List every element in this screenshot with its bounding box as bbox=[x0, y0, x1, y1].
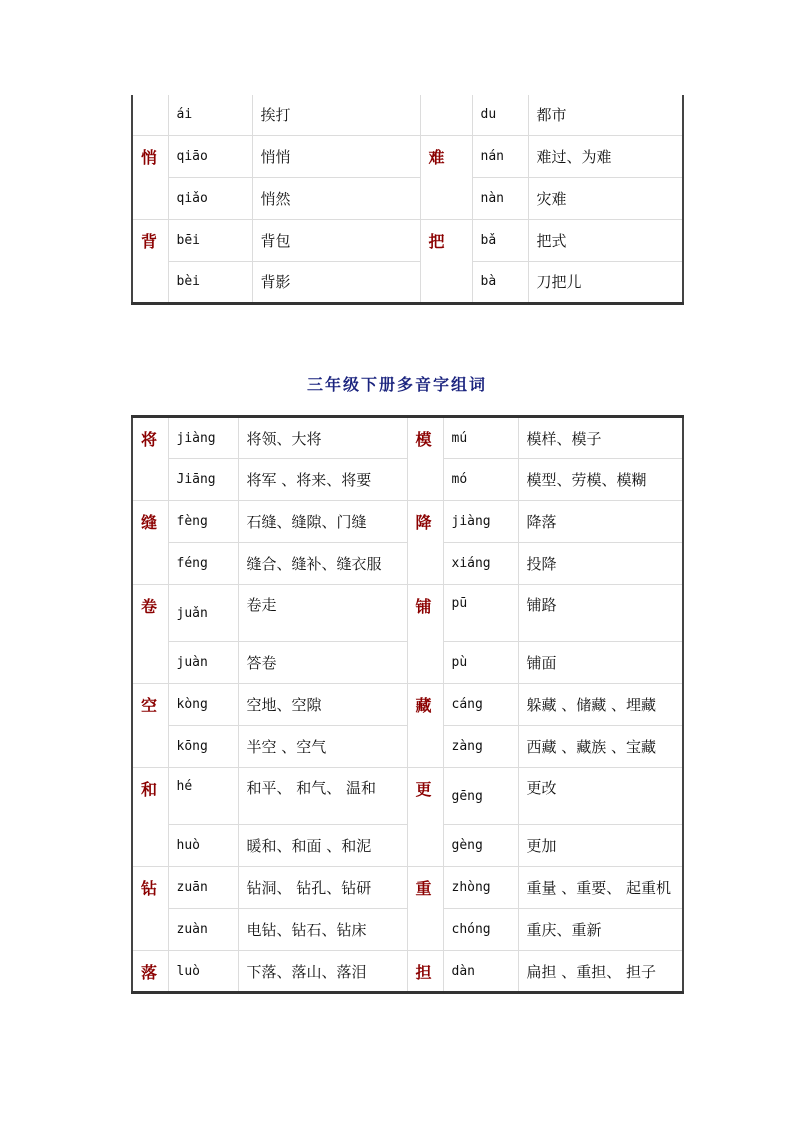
table-row bbox=[132, 768, 683, 825]
char-cell: 更 bbox=[407, 768, 443, 867]
table-row bbox=[132, 501, 683, 543]
pinyin-cell: cáng bbox=[443, 684, 518, 726]
polyphone-table bbox=[131, 415, 684, 994]
pinyin-cell: juǎn bbox=[168, 585, 238, 642]
char-cell: 担 bbox=[407, 951, 443, 993]
table-row bbox=[132, 585, 683, 642]
words-cell: 将领、大将 bbox=[238, 417, 407, 459]
char-cell: 降 bbox=[407, 501, 443, 585]
table-row bbox=[132, 951, 683, 993]
words-cell: 和平、 和气、 温和 bbox=[238, 768, 407, 825]
pinyin-cell: luò bbox=[168, 951, 238, 993]
pinyin-cell: huò bbox=[168, 825, 238, 867]
pinyin-cell: juàn bbox=[168, 642, 238, 684]
pinyin-cell: qiǎo bbox=[168, 177, 252, 219]
char-cell: 背 bbox=[132, 219, 168, 303]
words-cell: 答卷 bbox=[238, 642, 407, 684]
pinyin-cell: dàn bbox=[443, 951, 518, 993]
char-cell: 钻 bbox=[132, 867, 168, 951]
words-cell: 缝合、缝补、缝衣服 bbox=[238, 543, 407, 585]
pinyin-cell: zuān bbox=[168, 867, 238, 909]
pinyin-cell: bēi bbox=[168, 219, 252, 261]
words-cell: 悄然 bbox=[252, 177, 420, 219]
char-cell: 悄 bbox=[132, 135, 168, 219]
table-row bbox=[132, 867, 683, 909]
char-cell: 铺 bbox=[407, 585, 443, 684]
pinyin-cell: kōng bbox=[168, 726, 238, 768]
pinyin-cell: bà bbox=[472, 261, 528, 303]
pinyin-cell: qiāo bbox=[168, 135, 252, 177]
words-cell: 铺路 bbox=[518, 585, 683, 642]
words-cell: 降落 bbox=[518, 501, 683, 543]
char-cell: 卷 bbox=[132, 585, 168, 684]
char-cell bbox=[132, 95, 168, 135]
pinyin-cell: bǎ bbox=[472, 219, 528, 261]
table-row bbox=[132, 261, 683, 303]
char-cell bbox=[420, 95, 472, 135]
table-row bbox=[132, 177, 683, 219]
table-row bbox=[132, 417, 683, 459]
pinyin-cell: pù bbox=[443, 642, 518, 684]
words-cell: 将军 、将来、将要 bbox=[238, 459, 407, 501]
pinyin-cell: chóng bbox=[443, 909, 518, 951]
words-cell: 半空 、空气 bbox=[238, 726, 407, 768]
words-cell: 模型、劳模、模糊 bbox=[518, 459, 683, 501]
words-cell: 重庆、重新 bbox=[518, 909, 683, 951]
pinyin-cell: nàn bbox=[472, 177, 528, 219]
pinyin-cell: jiàng bbox=[168, 417, 238, 459]
pinyin-cell: jiàng bbox=[443, 501, 518, 543]
table-row bbox=[132, 135, 683, 177]
char-cell: 缝 bbox=[132, 501, 168, 585]
pinyin-cell: hé bbox=[168, 768, 238, 825]
char-cell: 模 bbox=[407, 417, 443, 501]
pinyin-cell: ái bbox=[168, 95, 252, 135]
words-cell: 钻洞、 钻孔、钻研 bbox=[238, 867, 407, 909]
pinyin-cell: mú bbox=[443, 417, 518, 459]
pinyin-cell: xiáng bbox=[443, 543, 518, 585]
pinyin-cell: Jiāng bbox=[168, 459, 238, 501]
words-cell: 躲藏 、储藏 、埋藏 bbox=[518, 684, 683, 726]
words-cell: 刀把儿 bbox=[528, 261, 683, 303]
page-title: 三年级下册多音字组词 bbox=[306, 375, 487, 394]
words-cell: 挨打 bbox=[252, 95, 420, 135]
pinyin-cell: zàng bbox=[443, 726, 518, 768]
words-cell: 石缝、缝隙、门缝 bbox=[238, 501, 407, 543]
char-cell: 难 bbox=[420, 135, 472, 219]
words-cell: 更加 bbox=[518, 825, 683, 867]
words-cell: 扁担 、重担、 担子 bbox=[518, 951, 683, 993]
char-cell: 把 bbox=[420, 219, 472, 303]
char-cell: 和 bbox=[132, 768, 168, 867]
words-cell: 背包 bbox=[252, 219, 420, 261]
char-cell: 将 bbox=[132, 417, 168, 501]
pinyin-cell: bèi bbox=[168, 261, 252, 303]
words-cell: 卷走 bbox=[238, 585, 407, 642]
words-cell: 模样、模子 bbox=[518, 417, 683, 459]
words-cell: 灾难 bbox=[528, 177, 683, 219]
pinyin-cell: pū bbox=[443, 585, 518, 642]
words-cell: 把式 bbox=[528, 219, 683, 261]
words-cell: 背影 bbox=[252, 261, 420, 303]
words-cell: 更改 bbox=[518, 768, 683, 825]
char-cell: 落 bbox=[132, 951, 168, 993]
words-cell: 难过、为难 bbox=[528, 135, 683, 177]
pinyin-cell: gēng bbox=[443, 768, 518, 825]
words-cell: 电钻、钻石、钻床 bbox=[238, 909, 407, 951]
char-cell: 空 bbox=[132, 684, 168, 768]
words-cell: 西藏 、藏族 、宝藏 bbox=[518, 726, 683, 768]
pinyin-cell: mó bbox=[443, 459, 518, 501]
pinyin-cell: féng bbox=[168, 543, 238, 585]
table-row bbox=[132, 684, 683, 726]
polyphone-table-continued bbox=[131, 95, 684, 305]
words-cell: 暖和、和面 、和泥 bbox=[238, 825, 407, 867]
words-cell: 都市 bbox=[528, 95, 683, 135]
table-row bbox=[132, 219, 683, 261]
char-cell: 重 bbox=[407, 867, 443, 951]
pinyin-cell: zuàn bbox=[168, 909, 238, 951]
table-row bbox=[132, 95, 683, 135]
words-cell: 下落、落山、落泪 bbox=[238, 951, 407, 993]
words-cell: 悄悄 bbox=[252, 135, 420, 177]
pinyin-cell: du bbox=[472, 95, 528, 135]
char-cell: 藏 bbox=[407, 684, 443, 768]
words-cell: 铺面 bbox=[518, 642, 683, 684]
pinyin-cell: fèng bbox=[168, 501, 238, 543]
pinyin-cell: zhòng bbox=[443, 867, 518, 909]
words-cell: 空地、空隙 bbox=[238, 684, 407, 726]
pinyin-cell: kòng bbox=[168, 684, 238, 726]
pinyin-cell: nán bbox=[472, 135, 528, 177]
words-cell: 投降 bbox=[518, 543, 683, 585]
pinyin-cell: gèng bbox=[443, 825, 518, 867]
words-cell: 重量 、重要、 起重机 bbox=[518, 867, 683, 909]
